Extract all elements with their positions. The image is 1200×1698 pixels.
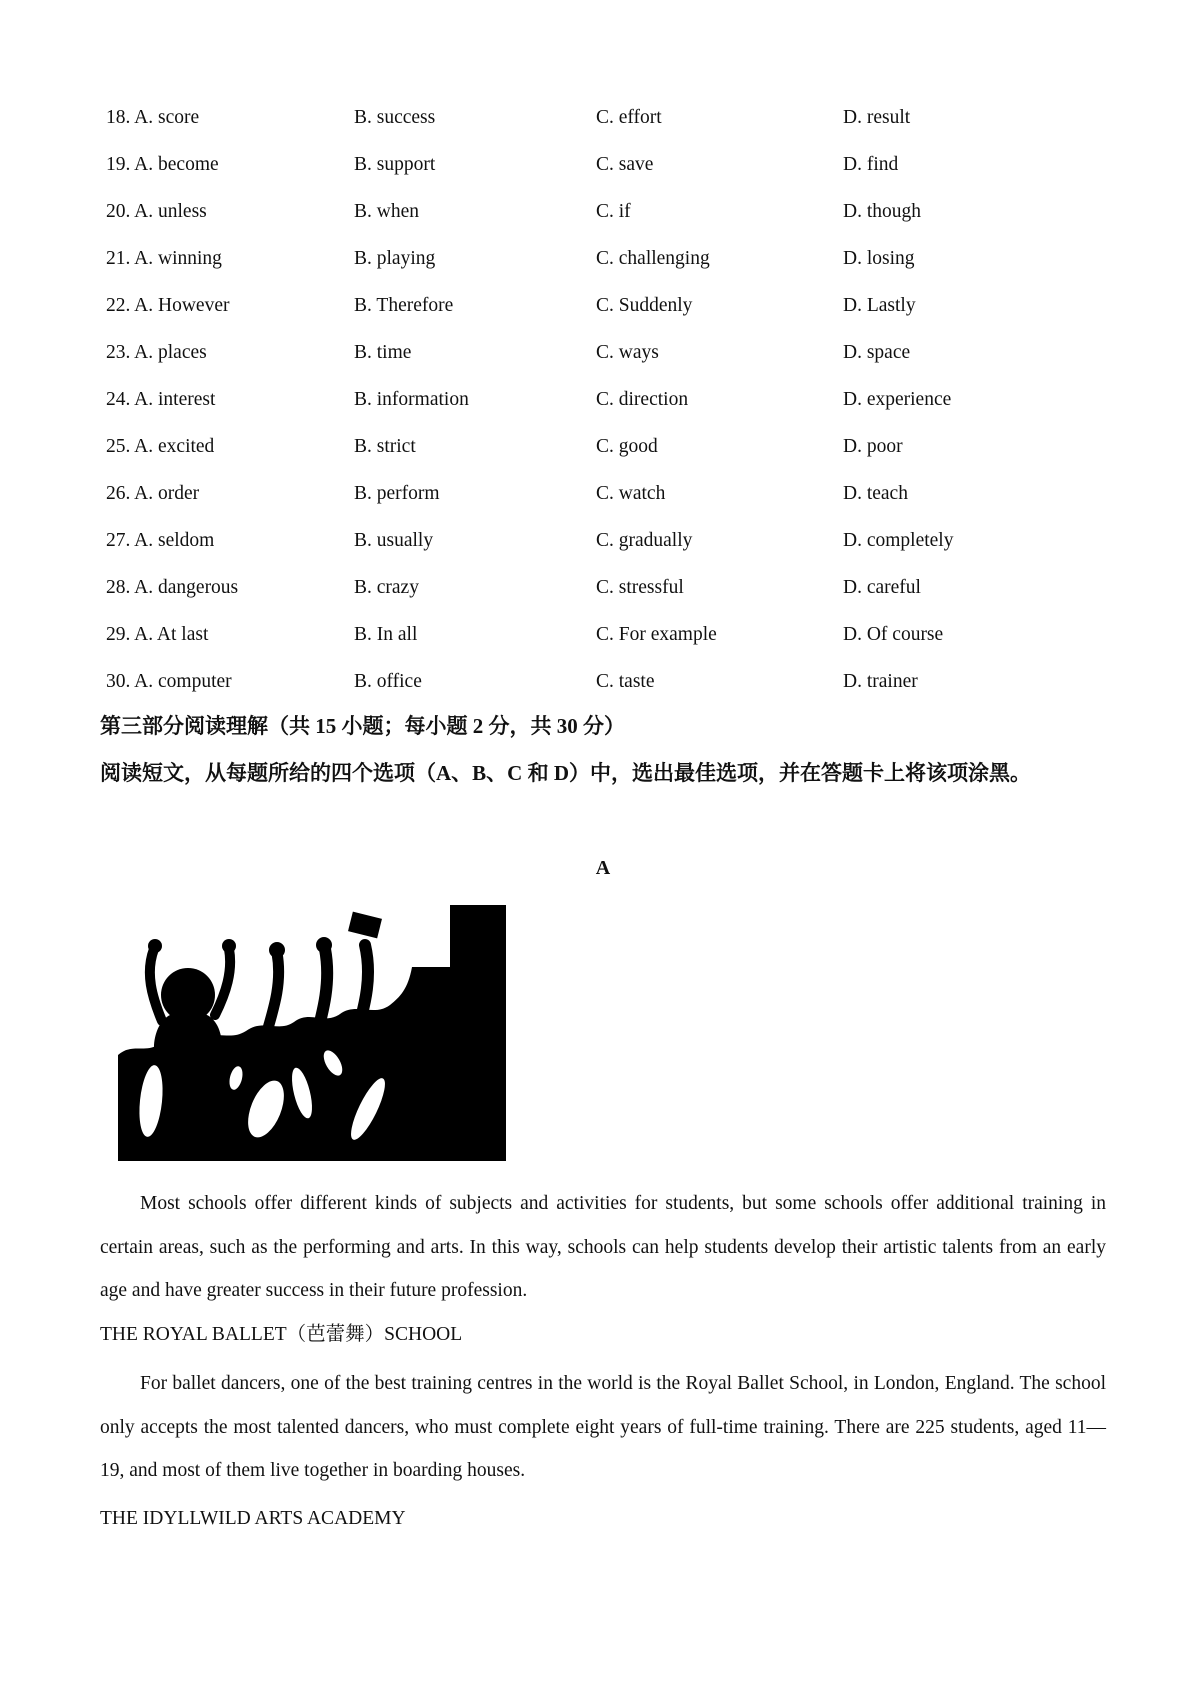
- question-row: [100, 517, 1106, 564]
- option-cell: C. gradually: [596, 530, 693, 551]
- option-cell: C. watch: [596, 483, 666, 504]
- option-cell: B. playing: [354, 248, 436, 269]
- option-cell: B. crazy: [354, 577, 419, 598]
- option-cell: 30. A. computer: [106, 671, 232, 692]
- option-cell: D. careful: [843, 577, 921, 598]
- question-row: [100, 282, 1106, 329]
- option-cell: 19. A. become: [106, 154, 219, 175]
- option-cell: C. good: [596, 436, 658, 457]
- question-row: [100, 188, 1106, 235]
- option-cell: C. stressful: [596, 577, 684, 598]
- questions-list: [100, 94, 1106, 705]
- option-cell: B. support: [354, 154, 436, 175]
- royal-ballet-heading: THE ROYAL BALLET（芭蕾舞）SCHOOL: [100, 1324, 463, 1345]
- option-cell: 27. A. seldom: [106, 530, 215, 551]
- question-row: [100, 423, 1106, 470]
- question-row: [100, 329, 1106, 376]
- option-cell: D. experience: [843, 389, 952, 410]
- option-cell: B. Therefore: [354, 295, 454, 316]
- option-cell: B. perform: [354, 483, 440, 504]
- option-cell: D. teach: [843, 483, 908, 504]
- option-cell: 22. A. However: [106, 295, 230, 316]
- option-cell: C. effort: [596, 107, 662, 128]
- question-row: [100, 141, 1106, 188]
- question-row: [100, 564, 1106, 611]
- option-cell: B. In all: [354, 624, 418, 645]
- question-row: [100, 658, 1106, 705]
- option-cell: C. direction: [596, 389, 689, 410]
- option-cell: C. save: [596, 154, 654, 175]
- option-cell: B. time: [354, 342, 412, 363]
- option-cell: 25. A. excited: [106, 436, 215, 457]
- option-cell: 18. A. score: [106, 107, 200, 128]
- option-cell: C. challenging: [596, 248, 710, 269]
- option-cell: 20. A. unless: [106, 201, 207, 222]
- question-row: [100, 611, 1106, 658]
- option-cell: 28. A. dangerous: [106, 577, 239, 598]
- option-cell: D. Of course: [843, 624, 944, 645]
- question-row: [100, 94, 1106, 141]
- reading-instruction: 阅读短文，从每题所给的四个选项（A、B、C 和 D）中，选出最佳选项，并在答题卡上将该项涂黑。: [100, 761, 1031, 785]
- option-cell: D. completely: [843, 530, 954, 551]
- section-header: 第三部分阅读理解（共 15 小题；每小题 2 分，共 30 分）: [100, 714, 625, 738]
- option-cell: B. strict: [354, 436, 416, 457]
- option-cell: D. trainer: [843, 671, 918, 692]
- option-cell: B. when: [354, 201, 419, 222]
- option-cell: C. For example: [596, 624, 717, 645]
- question-row: [100, 235, 1106, 282]
- option-cell: D. though: [843, 201, 921, 222]
- dancers-silhouette-graphic: [118, 903, 506, 1161]
- option-cell: 24. A. interest: [106, 389, 216, 410]
- option-cell: C. Suddenly: [596, 295, 693, 316]
- question-row: [100, 470, 1106, 517]
- option-cell: 26. A. order: [106, 483, 200, 504]
- option-cell: D. losing: [843, 248, 915, 269]
- option-cell: B. success: [354, 107, 436, 128]
- option-cell: D. result: [843, 107, 911, 128]
- option-cell: D. Lastly: [843, 295, 916, 316]
- option-cell: 21. A. winning: [106, 248, 222, 269]
- option-cell: D. find: [843, 154, 899, 175]
- option-cell: B. information: [354, 389, 469, 410]
- option-cell: B. usually: [354, 530, 434, 551]
- option-cell: B. office: [354, 671, 422, 692]
- intro-paragraph: Most schools offer different kinds of subjects and activities for students, but some schools offer additional training in certain areas, such as the performing and arts. In this way, schools can help students develop their artistic talents from an early age and have greater success in their future profession.: [100, 1193, 1106, 1301]
- option-cell: D. poor: [843, 436, 903, 457]
- royal-ballet-paragraph: For ballet dancers, one of the best training centres in the world is the Royal Ballet School, in London, England. The school only accepts the most talented dancers, who must complete eight years of full-time training. There are 225 students, aged 11—19, and most of them live together in boarding houses.: [100, 1373, 1106, 1481]
- option-cell: 29. A. At last: [106, 624, 209, 645]
- option-cell: D. space: [843, 342, 911, 363]
- option-cell: C. if: [596, 201, 631, 222]
- idyllwild-heading: THE IDYLLWILD ARTS ACADEMY: [100, 1508, 406, 1529]
- option-cell: C. taste: [596, 671, 655, 692]
- option-cell: 23. A. places: [106, 342, 207, 363]
- passage-section-label: A: [595, 857, 611, 879]
- passage-photo: [118, 903, 506, 1161]
- option-cell: C. ways: [596, 342, 659, 363]
- question-row: [100, 376, 1106, 423]
